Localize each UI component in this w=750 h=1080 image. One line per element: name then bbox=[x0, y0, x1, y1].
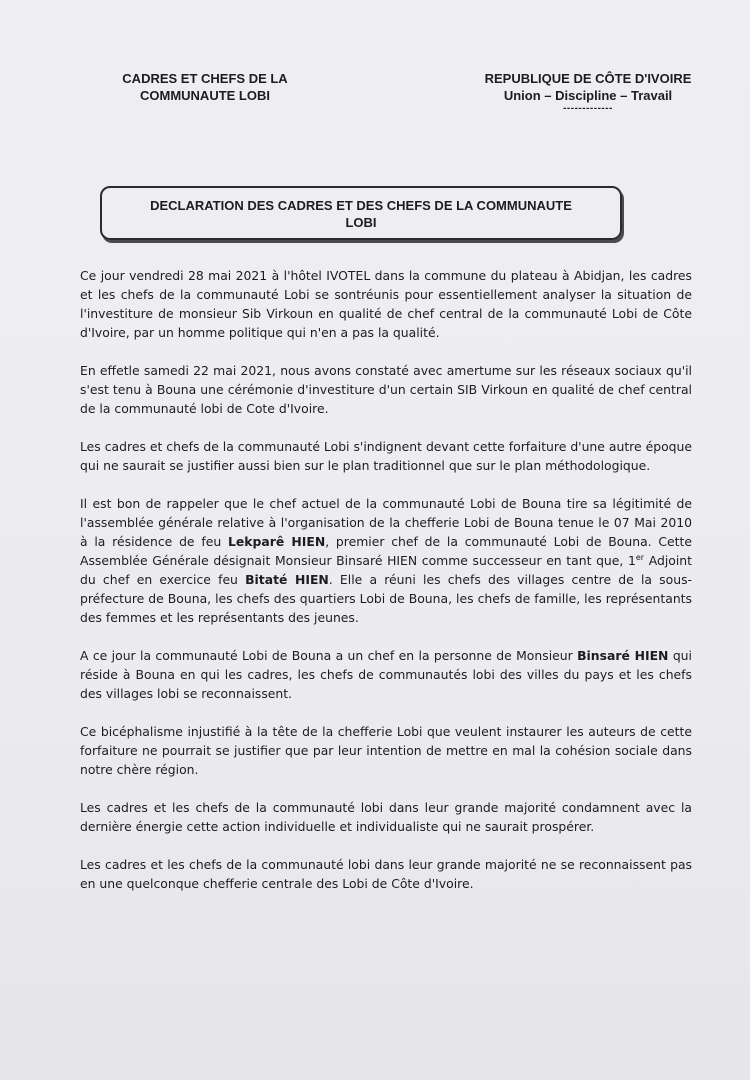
paragraph-5-text-a: A ce jour la communauté Lobi de Bouna a un chef en la personne de Monsieur bbox=[80, 648, 578, 663]
paragraph-4 bbox=[80, 494, 692, 627]
header-right-line1: REPUBLIQUE DE CÔTE D'IVOIRE bbox=[484, 71, 692, 86]
header-left-line1: CADRES ET CHEFS DE LA bbox=[122, 71, 288, 86]
document-title-box bbox=[100, 186, 622, 240]
document-body bbox=[80, 266, 692, 912]
header-motto: Union – Discipline – Travail bbox=[503, 88, 673, 103]
ordinal-superscript: er bbox=[635, 552, 645, 562]
paragraph-7: Les cadres et les chefs de la communauté lobi dans leur grande majorité condamnent avec la dernière énergie cette action individuelle et individualiste qui ne saurait prospérer. bbox=[80, 800, 692, 834]
name-binsare-hien: Binsaré HIEN bbox=[577, 648, 669, 663]
paragraph-4-text-c: , premier chef de la communauté Lobi de Bouna. Cette Assemblée Générale désignait Monsieur Binsaré HIEN comme successeur en tant que, 1 bbox=[80, 534, 692, 568]
title-line2: LOBI bbox=[345, 215, 377, 230]
header-republic bbox=[458, 70, 718, 114]
paragraph-4-text-d: Adjoint du chef en exercice feu bbox=[80, 553, 692, 587]
paragraph-3: Les cadres et chefs de la communauté Lobi s'indignent devant cette forfaiture d'une autre époque qui ne saurait se justifier aussi bien sur le plan traditionnel que sur le plan méthodologique. bbox=[80, 439, 692, 473]
header-dashes: ------------- bbox=[563, 103, 613, 114]
header-organization bbox=[100, 70, 310, 104]
paragraph-2: En effetle samedi 22 mai 2021, nous avons constaté avec amertume sur les réseaux sociaux qu'il s'est tenu à Bouna une cérémonie d'investiture d'un certain SIB Virkoun en qualité de chef central de la communauté lobi de Cote d'Ivoire. bbox=[80, 363, 692, 416]
paragraph-6: Ce bicéphalisme injustifié à la tête de la chefferie Lobi que veulent instaurer les auteurs de cette forfaiture ne pourrait se justifier que par leur intention de mettre en mal la cohésion sociale dans notre chère région. bbox=[80, 724, 692, 777]
paragraph-4-text-a: Il est bon de rappeler que le chef actuel de la communauté Lobi de Bouna tire sa légitimité de l'assemblée générale relative à l'organisation de la chefferie Lobi de Bouna tenue le 07 Mai 2010 à la résidence de feu bbox=[80, 496, 692, 549]
paragraph-4-text-f: . Elle a réuni les chefs des villages centre de la sous-préfecture de Bouna, les chefs des quartiers Lobi de Bouna, les chefs de famille, les représentants des femmes et les représentants des jeunes. bbox=[80, 572, 692, 625]
header-left-line2: COMMUNAUTE LOBI bbox=[140, 88, 270, 103]
paragraph-5-text-c: qui réside à Bouna en qui les cadres, les chefs de communautés lobi des villes du pays et les chefs des villages lobi se reconnaissent. bbox=[80, 648, 692, 701]
paragraph-1: Ce jour vendredi 28 mai 2021 à l'hôtel IVOTEL dans la commune du plateau à Abidjan, les cadres et les chefs de la communauté Lobi se sontréunis pour essentiellement analyser la situation de l'investiture de monsieur Sib Virkoun en qualité de chef central de la communauté Lobi de Côte d'Ivoire, par un homme politique qui n'en a pas la qualité. bbox=[80, 268, 692, 340]
name-bitate-hien: Bitaté HIEN bbox=[245, 572, 329, 587]
paragraph-8: Les cadres et les chefs de la communauté lobi dans leur grande majorité ne se reconnaissent pas en une quelconque chefferie centrale des Lobi de Côte d'Ivoire. bbox=[80, 857, 692, 891]
paragraph-5 bbox=[80, 646, 692, 703]
title-line1: DECLARATION DES CADRES ET DES CHEFS DE LA COMMUNAUTE bbox=[150, 198, 572, 213]
name-lekpare-hien: Lekparê HIEN bbox=[227, 534, 326, 549]
